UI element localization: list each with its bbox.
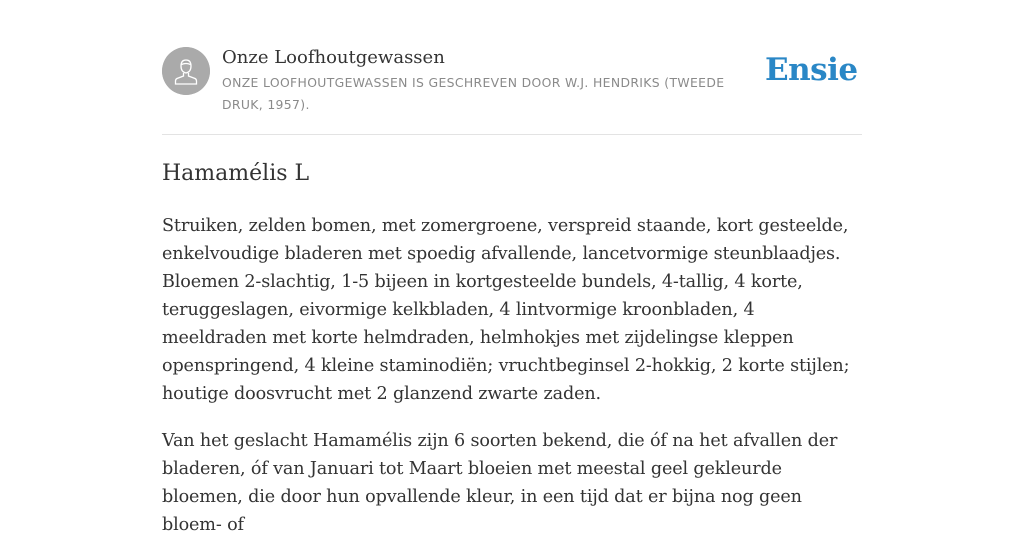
user-avatar-icon[interactable]: [162, 47, 210, 95]
ensie-logo[interactable]: Ensie: [765, 52, 858, 88]
article-body: [162, 212, 862, 558]
article-title: Hamamélis L: [162, 161, 310, 186]
source-title[interactable]: Onze Loofhoutgewassen: [222, 47, 445, 68]
source-header: [162, 0, 862, 135]
article-paragraph: Van het geslacht Hamamélis zijn 6 soorten bekend, die óf na het afvallen der bladeren, óf van Januari tot Maart bloeien met meestal geel gekleurde bloemen, die door hun opvallende kleur, in een tijd dat er bijna nog geen bloem- of: [162, 431, 838, 535]
source-description: ONZE LOOFHOUTGEWASSEN IS GESCHREVEN DOOR W.J. HENDRIKS (TWEEDE DRUK, 1957).: [222, 75, 725, 112]
page-container: [162, 0, 862, 535]
article-paragraph: Struiken, zelden bomen, met zomergroene, verspreid staande, kort gesteelde, enkelvoudige bladeren met spoedig afvallende, lancetvormige steunblaadjes. Bloemen 2-slachtig, 1-5 bijeen in kortgesteelde bundels, 4-tallig, 4 korte, teruggeslagen, eivormige kelkbladen, 4 lintvormige kroonbladen, 4 meeldraden met korte helmdraden, helmhokjes met zijdelingse kleppen openspringend, 4 kleine staminodiën; vruchtbeginsel 2-hokkig, 2 korte stijlen; houtige doosvrucht met 2 glanzend zwarte zaden.: [162, 216, 850, 404]
